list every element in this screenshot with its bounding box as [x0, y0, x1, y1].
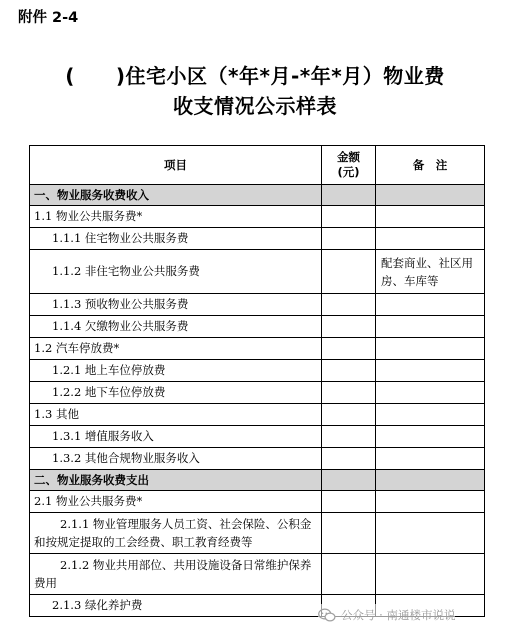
- amount-cell: [322, 250, 376, 294]
- amount-cell: [322, 382, 376, 404]
- amount-cell: [322, 470, 376, 491]
- header-item: 项目: [30, 146, 322, 185]
- note-cell: [376, 448, 485, 470]
- section-row: [30, 185, 485, 206]
- header-amount: [322, 146, 376, 185]
- page-title-line1: ( )住宅小区（*年*月-*年*月）物业费: [65, 64, 445, 88]
- item-cell: 1.3 其他: [30, 404, 322, 426]
- note-cell: [376, 185, 485, 206]
- amount-cell: [322, 554, 376, 595]
- note-cell: [376, 513, 485, 554]
- amount-cell: [322, 316, 376, 338]
- item-cell: 一、物业服务收费收入: [30, 185, 322, 206]
- item-cell: 2.1.2 物业共用部位、共用设施设备日常维护保养费用: [30, 554, 322, 595]
- note-cell: [376, 360, 485, 382]
- table-row: [30, 426, 485, 448]
- item-cell: 1.1 物业公共服务费*: [30, 206, 322, 228]
- header-amount-line2: (元): [337, 165, 360, 179]
- table-row: [30, 491, 485, 513]
- amount-cell: [322, 294, 376, 316]
- table-row: [30, 554, 485, 595]
- table-row: [30, 206, 485, 228]
- note-cell: [376, 338, 485, 360]
- watermark: [318, 604, 455, 626]
- amount-cell: [322, 513, 376, 554]
- table-row: [30, 513, 485, 554]
- item-cell: 1.1.2 非住宅物业公共服务费: [30, 250, 322, 294]
- item-cell: 二、物业服务收费支出: [30, 470, 322, 491]
- page-title-line2: 收支情况公示样表: [173, 94, 337, 118]
- note-cell: [376, 404, 485, 426]
- note-cell: [376, 491, 485, 513]
- section-row: [30, 470, 485, 491]
- amount-cell: [322, 426, 376, 448]
- amount-cell: [322, 338, 376, 360]
- attachment-label: 附件 2-4: [18, 10, 79, 26]
- note-cell: [376, 294, 485, 316]
- amount-cell: [322, 404, 376, 426]
- note-cell: [376, 470, 485, 491]
- item-cell: 1.1.3 预收物业公共服务费: [30, 294, 322, 316]
- amount-cell: [322, 185, 376, 206]
- watermark-text: 公众号 · 南通楼市说说: [341, 608, 456, 622]
- item-cell: 1.1.1 住宅物业公共服务费: [30, 228, 322, 250]
- note-cell: [376, 228, 485, 250]
- table-row: [30, 250, 485, 294]
- item-cell: 1.2.2 地下车位停放费: [30, 382, 322, 404]
- amount-cell: [322, 448, 376, 470]
- amount-cell: [322, 228, 376, 250]
- table-row: [30, 382, 485, 404]
- note-cell: [376, 316, 485, 338]
- item-cell: 2.1.3 绿化养护费: [30, 595, 322, 617]
- item-cell: 2.1.1 物业管理服务人员工资、社会保险、公积金和按规定提取的工会经费、职工教育经费等: [30, 513, 322, 554]
- note-cell: [376, 426, 485, 448]
- table-row: [30, 448, 485, 470]
- table-row: [30, 338, 485, 360]
- table-header-row: [30, 146, 485, 185]
- amount-cell: [322, 360, 376, 382]
- table-row: [30, 316, 485, 338]
- note-cell: [376, 554, 485, 595]
- item-cell: 1.2.1 地上车位停放费: [30, 360, 322, 382]
- wechat-icon: [318, 608, 336, 623]
- table-row: [30, 294, 485, 316]
- item-cell: 2.1 物业公共服务费*: [30, 491, 322, 513]
- header-note: 备 注: [376, 146, 485, 185]
- item-cell: 1.2 汽车停放费*: [30, 338, 322, 360]
- amount-cell: [322, 491, 376, 513]
- note-cell: 配套商业、社区用房、车库等: [376, 250, 485, 294]
- amount-cell: [322, 206, 376, 228]
- item-cell: 1.3.2 其他合规物业服务收入: [30, 448, 322, 470]
- table-row: [30, 360, 485, 382]
- table-row: [30, 404, 485, 426]
- table-row: [30, 228, 485, 250]
- note-cell: [376, 382, 485, 404]
- item-cell: 1.3.1 增值服务收入: [30, 426, 322, 448]
- item-cell: 1.1.4 欠缴物业公共服务费: [30, 316, 322, 338]
- fee-disclosure-table: [29, 145, 485, 617]
- header-amount-line1: 金额: [337, 150, 360, 164]
- note-cell: [376, 206, 485, 228]
